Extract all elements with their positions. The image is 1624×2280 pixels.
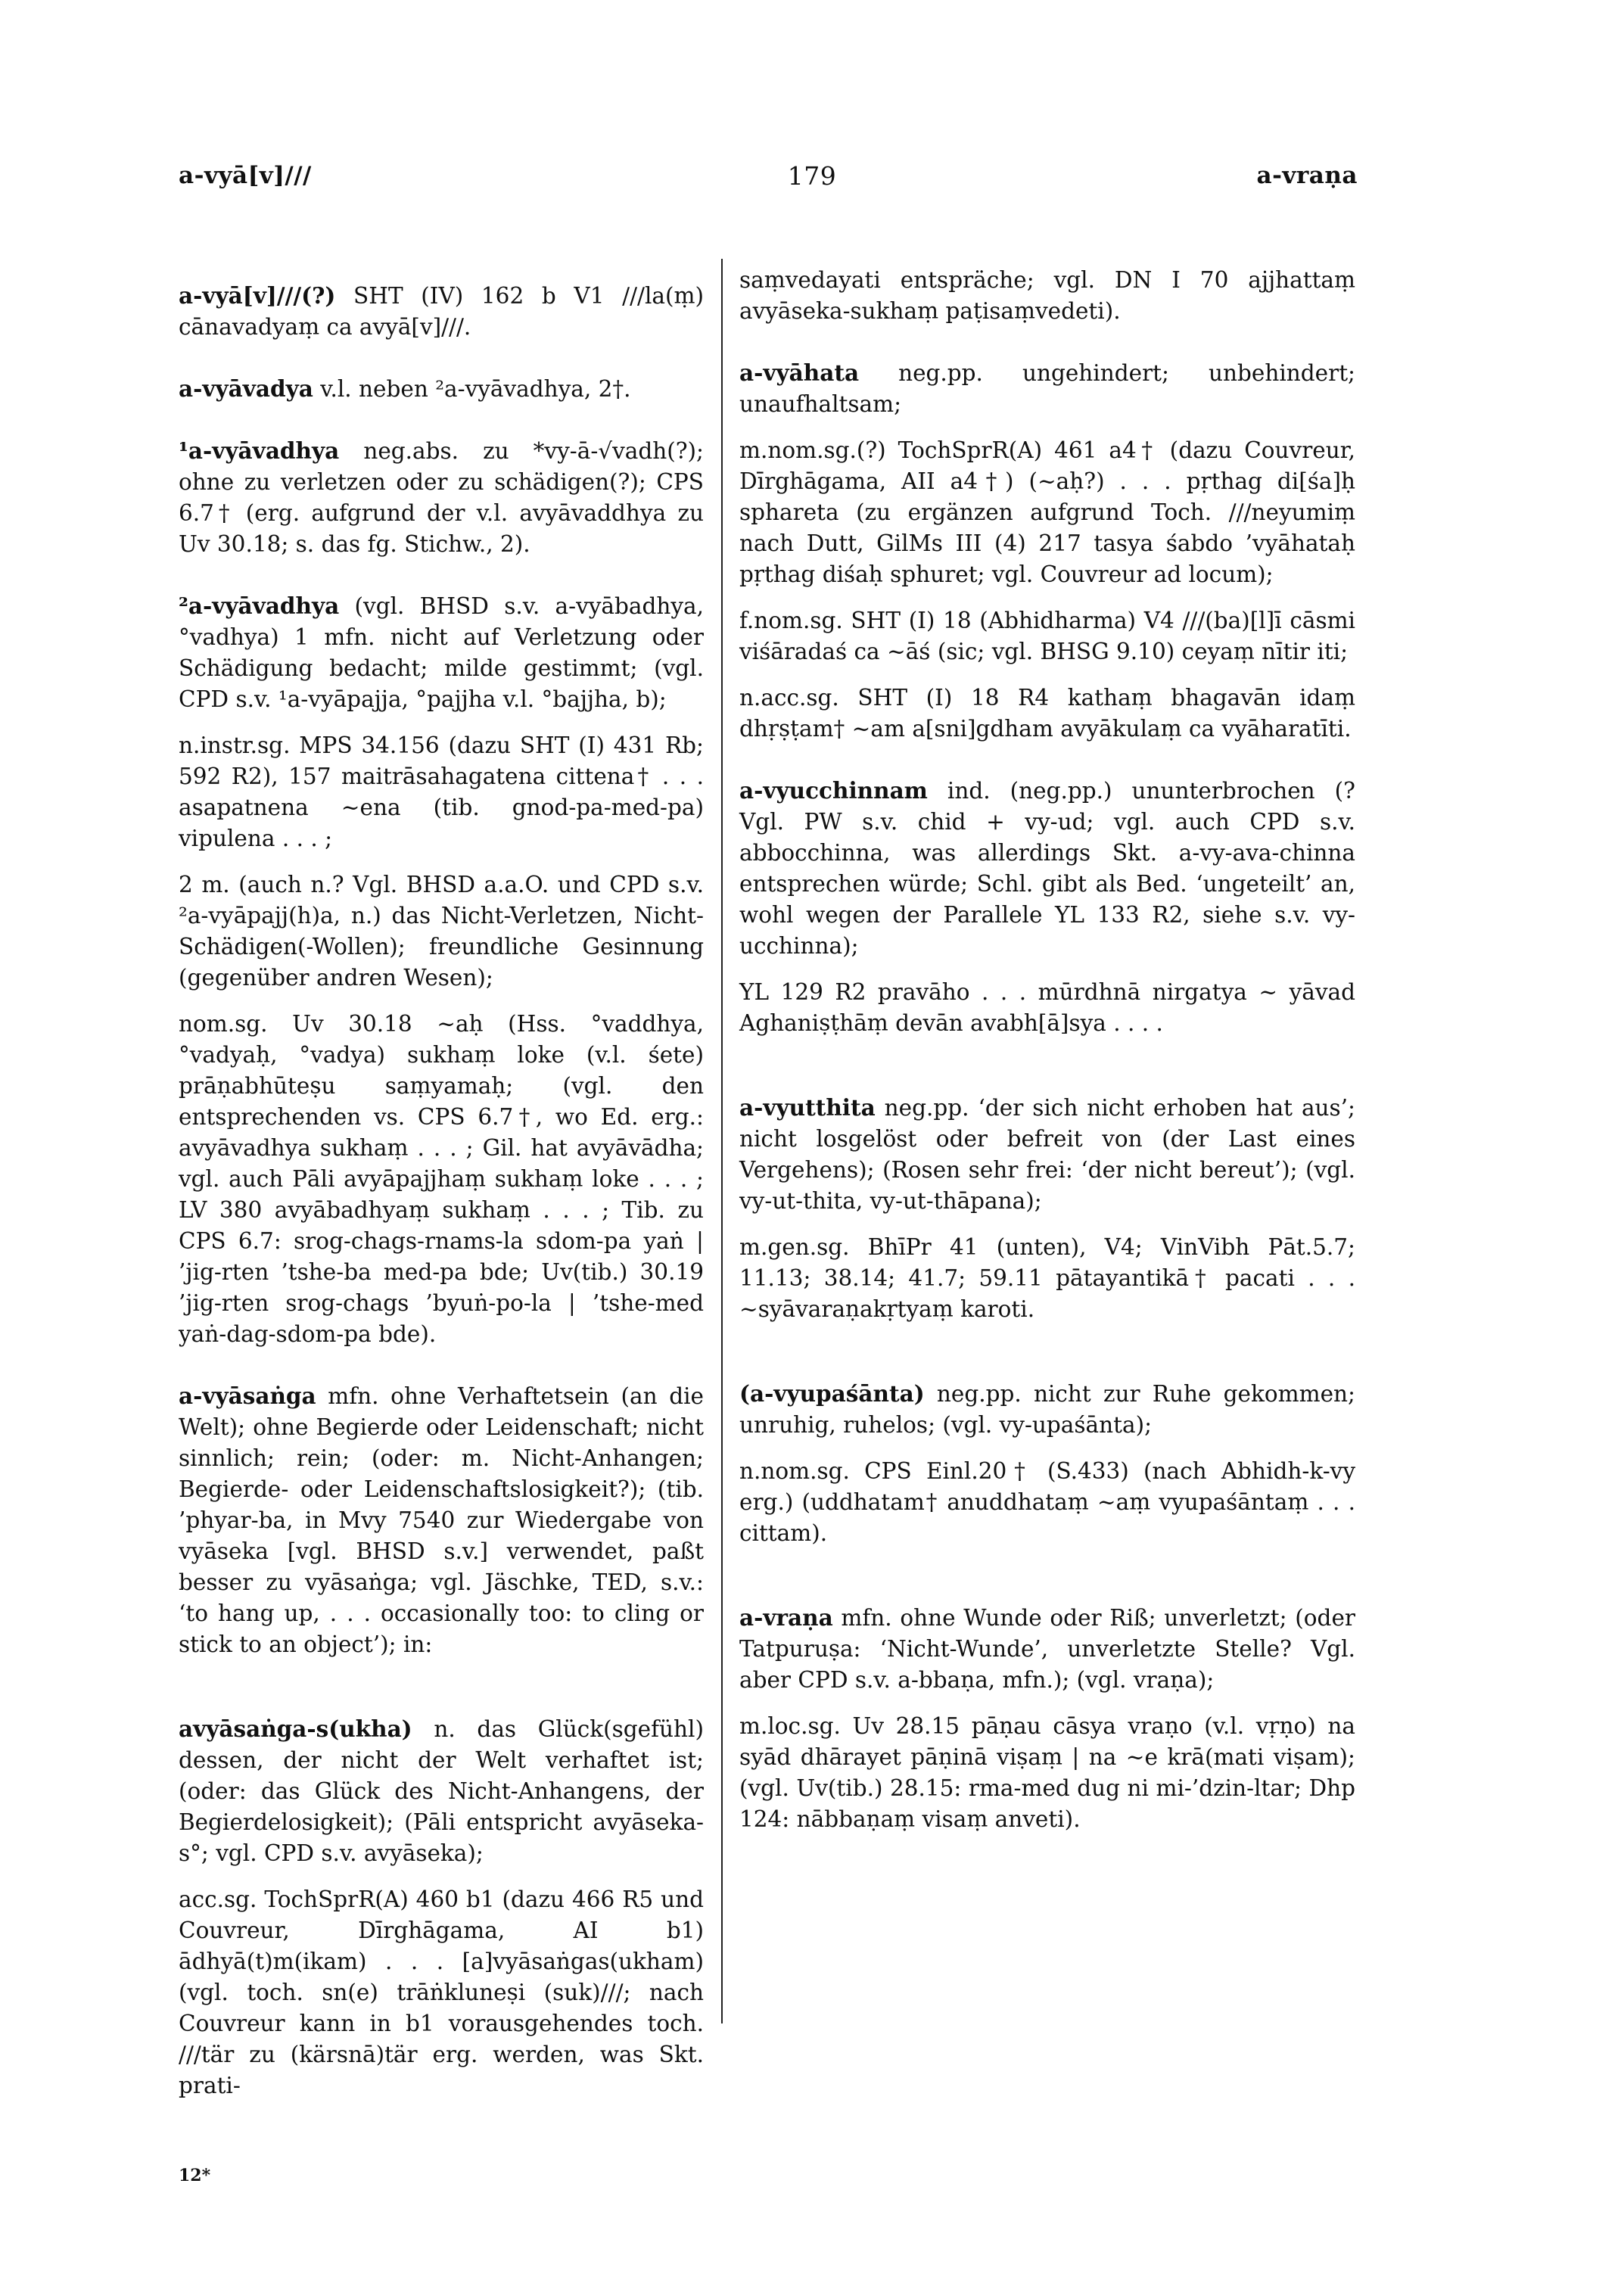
entry-text: saṃvedayati entspräche; vgl. DN I 70 ajjhattaṃ avyāseka-sukhaṃ paṭisaṃvedeti). xyxy=(739,267,1355,324)
entry-text: n.instr.sg. MPS 34.156 (dazu SHT (I) 431 Rb; 592 R2), 157 maitrāsahagatena cittena† . . . asapatnena ~ena (tib. gnod-pa-med-pa) vipulena . . . ; xyxy=(179,733,704,851)
headword: a-vyutthita xyxy=(739,1094,876,1121)
headword: ²a-vyāvadhya xyxy=(179,593,340,619)
entry-text: m.nom.sg.(?) TochSprR(A) 461 a4† (dazu Couvreur, Dīrghāgama, AII a4†) (~aḥ?) . . . pṛthag di[śa]ḥ sphareta (zu ergänzen aufgrund Toch. ///neyumiṃ nach Dutt, GilMs III (4) 217 tasya śabdo ’vyāhataḥ pṛthag diśaḥ sphuret; vgl. Couvreur ad locum); xyxy=(739,437,1355,587)
headword: a-vyāsaṅga xyxy=(179,1383,316,1409)
headword: (a-vyupaśānta) xyxy=(739,1380,925,1407)
dictionary-paragraph xyxy=(739,435,1355,590)
entry-text: m.loc.sg. Uv 28.15 pāṇau cāsya vraṇo (v.l. vṛṇo) na syād dhārayet pāṇinā viṣaṃ | na ~e krā(mati viṣam); (vgl. Uv(tib.) 28.15: rma-med dug ni mi-’dzin-ltar; Dhp 124: nābbaṇaṃ visaṃ anveti). xyxy=(739,1713,1355,1832)
dictionary-paragraph xyxy=(739,977,1355,1039)
dictionary-paragraph xyxy=(179,280,704,343)
entry-text: neg.pp. nicht zur Ruhe gekommen; unruhig, ruhelos; (vgl. vy-upaśānta); xyxy=(739,1381,1355,1438)
dictionary-paragraph xyxy=(739,1711,1355,1835)
entry-text: neg.pp. ‘der sich nicht erhoben hat aus’; nicht losgelöst oder befreit von (der Last eines Vergehens); (Rosen sehr frei: ‘der nicht bereut’); (vgl. vy-ut-thita, vy-ut-thāpana); xyxy=(739,1095,1355,1214)
entry-text: neg.pp. ungehindert; unbehindert; unaufhaltsam; xyxy=(739,360,1355,417)
headword: a-vyāvadya xyxy=(179,375,313,402)
entry-text: YL 129 R2 pravāho . . . mūrdhnā nirgatya ~ yāvad Aghaniṣṭhāṃ devān avabh[ā]sya . . . . xyxy=(739,979,1355,1036)
dictionary-paragraph xyxy=(179,1380,704,1660)
dictionary-paragraph xyxy=(739,1456,1355,1549)
entry-text: mfn. ohne Wunde oder Riß; unverletzt; (oder Tatpuruṣa: ‘Nicht-Wunde’, unverletzte Stelle? Vgl. aber CPD s.v. a-bbaṇa, mfn.); (vgl. vraṇa); xyxy=(739,1605,1355,1693)
entry-text: acc.sg. TochSprR(A) 460 b1 (dazu 466 R5 und Couvreur, Dīrghāgama, AI b1) ādhyā(t)m(ikam) . . . [a]vyāsaṅgas(ukham) (vgl. toch. sn(e) trāṅkluneṣi (suk)///; nach Couvreur kann in b1 vorausgehendes toch. ///tär zu (kärsnā)tär erg. werden, was Skt. prati- xyxy=(179,1887,704,2098)
dictionary-paragraph xyxy=(179,435,704,560)
entry-text: SHT (IV) 162 b V1 ///la(ṃ) cānavadyaṃ ca avyā[v]///. xyxy=(179,283,704,340)
printer-signature: 12* xyxy=(179,2166,211,2185)
dictionary-paragraph xyxy=(179,869,704,994)
entry-text: 2 m. (auch n.? Vgl. BHSD a.a.O. und CPD s.v. ²a-vyāpajj(h)a, n.) das Nicht-Verletzen, Nicht-Schädigen(-Wollen); freundliche Gesinnung (gegenüber andren Wesen); xyxy=(179,872,704,991)
dictionary-paragraph xyxy=(739,1378,1355,1441)
dictionary-paragraph xyxy=(739,605,1355,667)
left-column xyxy=(179,265,704,2101)
dictionary-paragraph xyxy=(739,775,1355,962)
entry-text: neg.abs. zu *vy-ā-√vadh(?); ohne zu verletzen oder zu schädigen(?); CPS 6.7† (erg. aufgrund der v.l. avyāvaddhya zu Uv 30.18; s. das fg. Stichw., 2). xyxy=(179,438,704,557)
entry-text: ind. (neg.pp.) ununterbrochen (? Vgl. PW s.v. chid + vy-ud; vgl. auch CPD s.v. abbocchinna, was allerdings Skt. a-vy-ava-chinna entsprechen würde; Schl. gibt als Bed. ‘ungeteilt’ an, wohl wegen der Parallele YL 133 R2, siehe s.v. vy-ucchinna); xyxy=(739,778,1355,959)
dictionary-paragraph xyxy=(179,590,704,715)
headword: a-vyāhata xyxy=(739,359,860,386)
dictionary-paragraph xyxy=(179,1884,704,2101)
dictionary-paragraph xyxy=(179,373,704,405)
dictionary-paragraph xyxy=(179,1009,704,1350)
dictionary-paragraph xyxy=(739,357,1355,420)
dictionary-paragraph xyxy=(739,1232,1355,1325)
running-head-left: a-vyā[v]/// xyxy=(179,162,312,189)
column-divider xyxy=(721,259,723,2023)
page-number: 179 xyxy=(787,161,837,191)
entry-text: m.gen.sg. BhīPr 41 (unten), V4; VinVibh Pāt.5.7; 11.13; 38.14; 41.7; 59.11 pātayantikā† pacati . . . ~syāvaraṇakṛtyaṃ karoti. xyxy=(739,1234,1355,1322)
headword: a-vraṇa xyxy=(739,1604,833,1631)
dictionary-paragraph xyxy=(739,683,1355,745)
entry-text: n.acc.sg. SHT (I) 18 R4 kathaṃ bhagavān idaṃ dhṛṣṭam† ~am a[sni]gdham avyākulaṃ ca vyāharatīti. xyxy=(739,685,1355,742)
running-head-right: a-vraṇa xyxy=(1256,162,1358,189)
headword: a-vyucchinnam xyxy=(739,777,928,804)
entry-text: mfn. ohne Verhaftetsein (an die Welt); ohne Begierde oder Leidenschaft; nicht sinnlich; rein; (oder: m. Nicht-Anhangen; Begierde- oder Leidenschaftslosigkeit?); (tib. ’phyar-ba, in Mvy 7540 zur Wiedergabe von vyāseka [vgl. BHSD s.v.] verwendet, paßt besser zu vyāsaṅga; vgl. Jäschke, TED, s.v.: ‘to hang up, . . . occasionally too: to cling or stick to an object’); in: xyxy=(179,1383,704,1657)
entry-text: (vgl. BHSD s.v. a-vyābadhya, °vadhya) 1 mfn. nicht auf Verletzung oder Schädigung bedacht; milde gestimmt; (vgl. CPD s.v. ¹a-vyāpajja, °pajjha v.l. °bajjha, b); xyxy=(179,593,704,712)
dictionary-paragraph xyxy=(179,1713,704,1869)
dictionary-paragraph xyxy=(739,1602,1355,1696)
dictionary-paragraph xyxy=(179,730,704,854)
entry-text: v.l. neben ²a-vyāvadhya, 2†. xyxy=(313,376,631,402)
entry-text: f.nom.sg. SHT (I) 18 (Abhidharma) V4 ///(ba)[l]ī cāsmi viśāradaś ca ~āś (sic; vgl. BHSG 9.10) ceyaṃ nītir iti; xyxy=(739,608,1355,664)
dictionary-paragraph xyxy=(739,265,1355,327)
entry-text: n. das Glück(sgefühl) dessen, der nicht der Welt verhaftet ist; (oder: das Glück des Nicht-Anhangens, der Begierdelosigkeit); (Pāli entspricht avyāseka-s°; vgl. CPD s.v. avyāseka); xyxy=(179,1716,704,1866)
right-column xyxy=(739,265,1355,1835)
headword: ¹a-vyāvadhya xyxy=(179,437,340,464)
headword: avyāsaṅga-s(ukha) xyxy=(179,1715,412,1742)
headword: a-vyā[v]///(?) xyxy=(179,282,336,309)
entry-text: n.nom.sg. CPS Einl.20† (S.433) (nach Abhidh-k-vy erg.) (uddhatam† anuddhataṃ ~aṃ vyupaśāntaṃ . . . cittam). xyxy=(739,1458,1355,1546)
entry-text: nom.sg. Uv 30.18 ~aḥ (Hss. °vaddhya, °vadyaḥ, °vadya) sukhaṃ loke (v.l. śete) prāṇabhūteṣu saṃyamaḥ; (vgl. den entsprechenden vs. CPS 6.7†, wo Ed. erg.: avyāvadhya sukhaṃ . . . ; Gil. hat avyāvādha; vgl. auch Pāli avyāpajjhaṃ sukhaṃ loke . . . ; LV 380 avyābadhyaṃ sukhaṃ . . . ; Tib. zu CPS 6.7: srog-chags-rnams-la sdom-pa yaṅ | ’jig-rten ’tshe-ba med-pa bde; Uv(tib.) 30.19 ’jig-rten srog-chags ’byuṅ-po-la | ’tshe-med yaṅ-dag-sdom-pa bde). xyxy=(179,1011,704,1347)
dictionary-paragraph xyxy=(739,1092,1355,1217)
